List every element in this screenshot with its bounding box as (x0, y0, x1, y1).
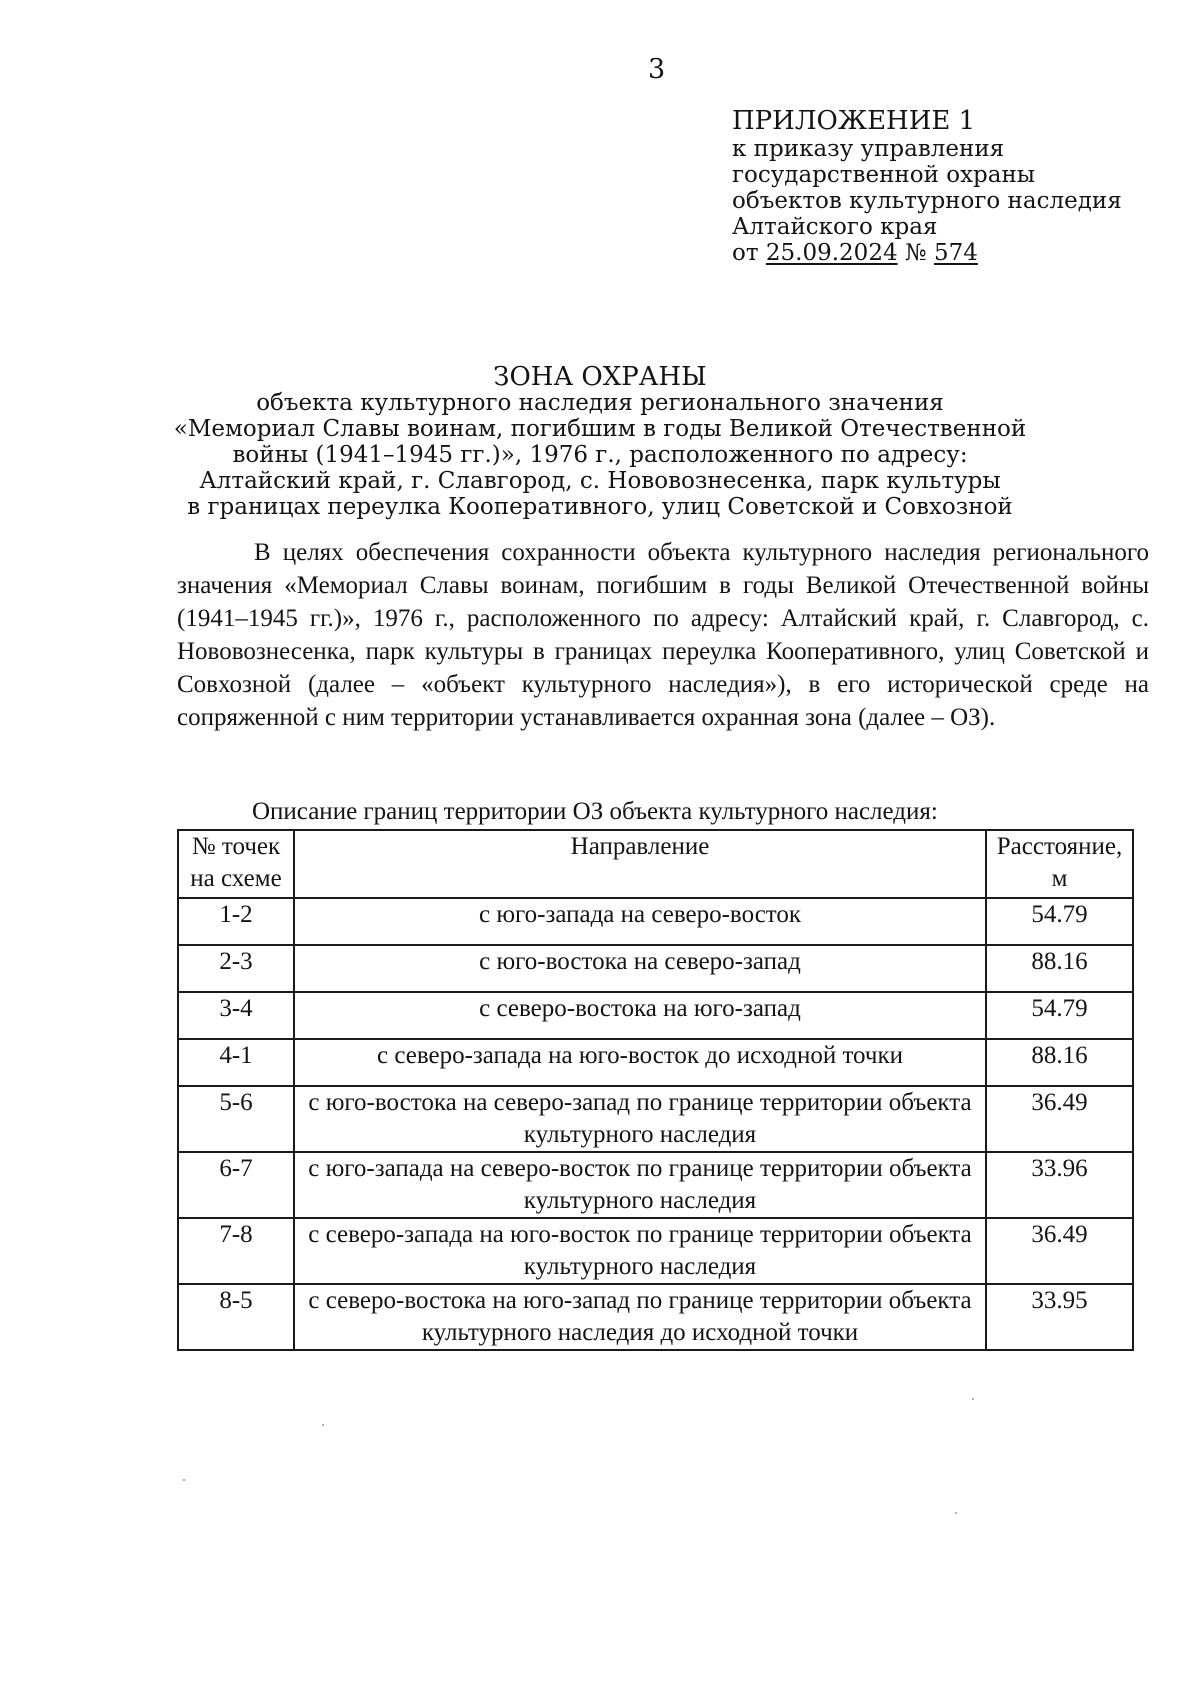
appendix-block (732, 106, 1122, 266)
scan-speck (322, 1424, 324, 1426)
cell-points: 4-1 (178, 1039, 294, 1086)
cell-points: 1-2 (178, 898, 294, 945)
appendix-line: государственной охраны (732, 162, 1036, 188)
scan-speck (972, 1398, 974, 1400)
cell-direction: с юго-востока на северо-запад (294, 945, 986, 992)
cell-points: 7-8 (178, 1218, 294, 1284)
header-direction: Направление (294, 830, 986, 898)
table-header-row (178, 830, 1133, 898)
cell-points: 2-3 (178, 945, 294, 992)
zone-subtitle-line: в границах переулка Кооперативного, улиц Советской и Совхозной (187, 494, 1013, 520)
cell-distance: 54.79 (986, 898, 1133, 945)
cell-distance: 54.79 (986, 992, 1133, 1039)
zone-title: ЗОНА ОХРАНЫ (493, 362, 707, 392)
cell-points: 5-6 (178, 1086, 294, 1152)
table-row (178, 1284, 1133, 1350)
header-distance (986, 830, 1133, 898)
cell-distance: 33.95 (986, 1284, 1133, 1350)
cell-distance: 88.16 (986, 945, 1133, 992)
cell-direction: с северо-востока на юго-запад (294, 992, 986, 1039)
header-distance-line2: м (1051, 865, 1068, 892)
scan-speck (955, 1512, 957, 1514)
cell-direction: с северо-запада на юго-восток по границе территории объекта культурного наследия (294, 1218, 986, 1284)
date-prefix: от (732, 240, 766, 266)
table-row (178, 992, 1133, 1039)
table-row (178, 1039, 1133, 1086)
appendix-date-line (732, 240, 1122, 266)
zone-subtitle (150, 390, 1050, 520)
cell-direction: с северо-востока на юго-запад по границе территории объекта культурного наследия до исходной точки (294, 1284, 986, 1350)
cell-distance: 36.49 (986, 1086, 1133, 1152)
cell-direction: с юго-востока на северо-запад по границе территории объекта культурного наследия (294, 1086, 986, 1152)
cell-points: 8-5 (178, 1284, 294, 1350)
cell-distance: 33.96 (986, 1152, 1133, 1218)
boundary-table (177, 829, 1134, 1351)
appendix-line: Алтайского края (732, 214, 938, 240)
cell-direction: с юго-запада на северо-восток (294, 898, 986, 945)
zone-subtitle-line: объекта культурного наследия регионального значения (256, 390, 944, 416)
table-caption: Описание границ территории ОЗ объекта культурного наследия: (252, 798, 938, 825)
appendix-line: к приказу управления (732, 136, 1005, 162)
order-number: 574 (933, 240, 978, 266)
number-prefix: № (897, 240, 934, 266)
appendix-title: ПРИЛОЖЕНИЕ 1 (732, 106, 976, 136)
zone-subtitle-line: «Мемориал Славы воинам, погибшим в годы Великой Отечественной (173, 416, 1027, 442)
zone-subtitle-line: Алтайский край, г. Славгород, с. Нововознесенка, парк культуры (199, 468, 1001, 494)
page-number: 3 (648, 54, 666, 85)
cell-points: 6-7 (178, 1152, 294, 1218)
cell-points: 3-4 (178, 992, 294, 1039)
zone-subtitle-line: войны (1941–1945 гг.)», 1976 г., расположенного по адресу: (232, 442, 968, 468)
header-points-line2: на схеме (190, 865, 282, 892)
header-distance-line1: Расстояние, (996, 833, 1123, 860)
table-row (178, 945, 1133, 992)
table-row (178, 1218, 1133, 1284)
cell-direction: с северо-запада на юго-восток до исходной точки (294, 1039, 986, 1086)
table-row (178, 898, 1133, 945)
cell-distance: 88.16 (986, 1039, 1133, 1086)
scan-speck (183, 1479, 185, 1481)
appendix-line: объектов культурного наследия (732, 188, 1122, 214)
table-row (178, 1086, 1133, 1152)
order-date: 25.09.2024 (765, 240, 898, 266)
body-paragraph: В целях обеспечения сохранности объекта культурного наследия регионального значения «Мемориал Славы воинам, погибшим в годы Великой Отечественной войны (1941–1945 гг.)», 1976 г., расположенного по адресу: Алтайский край, г. Славгород, с. Нововознесенка, парк культуры в границах переулка Кооперативного, улиц Советской и Совхозной (далее – «объект культурного наследия»), в его исторической среде на сопряженной с ним территории устанавливается охранная зона (далее – ОЗ). (177, 539, 1149, 731)
cell-distance: 36.49 (986, 1218, 1133, 1284)
table-row (178, 1152, 1133, 1218)
cell-direction: с юго-запада на северо-восток по границе территории объекта культурного наследия (294, 1152, 986, 1218)
header-points-line1: № точек (191, 833, 281, 860)
header-points (178, 830, 294, 898)
